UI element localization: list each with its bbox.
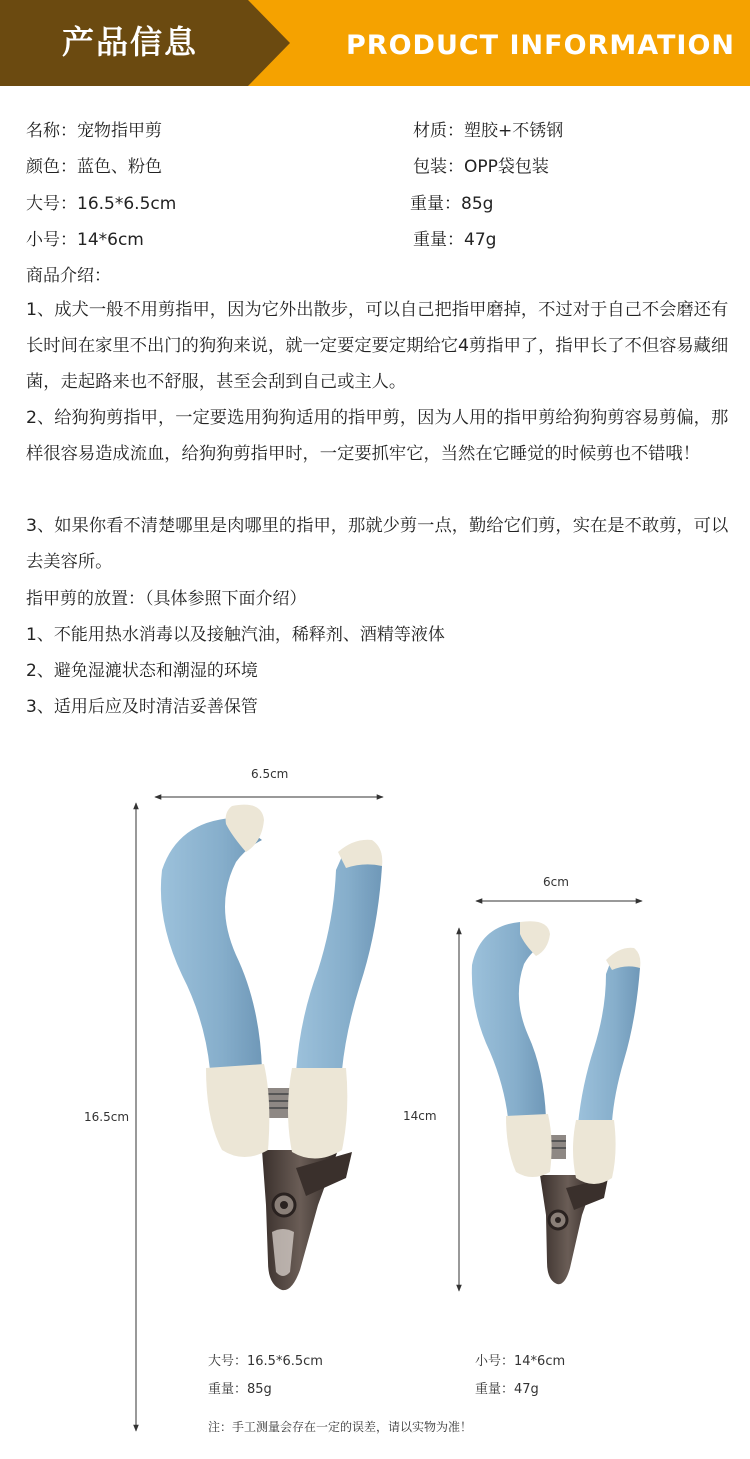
small-caption-size: 小号：14*6cm <box>475 1354 566 1369</box>
intro-paragraph-1: 1、成犬一般不用剪指甲，因为它外出散步，可以自己把指甲磨掉，不过对于自己不会磨还有长时间在家里不出门的狗狗来说，就一定要定要定期给它4剪指甲了，指甲长了不但容易藏细菌，走起路来也不舒服，甚至会刮到自己或主人。 <box>26 300 729 392</box>
spec-name: 名称：宠物指甲剪 <box>26 121 162 141</box>
large-clipper-image <box>161 805 382 1291</box>
small-height-label: 14cm <box>403 1109 437 1123</box>
spec-material: 材质：塑胶+不锈钢 <box>413 121 564 141</box>
header-title-en: PRODUCT INFORMATION <box>346 30 736 61</box>
small-width-label: 6cm <box>543 875 569 889</box>
spec-small-size: 小号：14*6cm <box>26 230 144 250</box>
storage-heading: 指甲剪的放置：（具体参照下面介绍） <box>26 589 307 609</box>
spec-small-weight: 重量：47g <box>413 230 497 250</box>
measurement-note: 注：手工测量会存在一定的误差，请以实物为准！ <box>208 1420 473 1434</box>
large-caption-weight: 重量：85g <box>208 1382 272 1397</box>
large-height-label: 16.5cm <box>84 1110 130 1124</box>
storage-item-3: 3、适用后应及时清洁妥善保管 <box>26 697 258 717</box>
spec-large-weight: 重量：85g <box>410 194 494 214</box>
large-width-label: 6.5cm <box>251 767 289 781</box>
small-caption-weight: 重量：47g <box>475 1382 539 1397</box>
spec-large-size: 大号：16.5*6.5cm <box>26 194 177 214</box>
small-clipper-image <box>472 921 641 1284</box>
storage-item-2: 2、避免湿漉状态和潮湿的环境 <box>26 661 258 681</box>
storage-item-1: 1、不能用热水消毒以及接触汽油，稀释剂、酒精等液体 <box>26 625 445 645</box>
large-caption-size: 大号：16.5*6.5cm <box>208 1354 323 1369</box>
header-title-cn: 产品信息 <box>62 23 199 61</box>
spec-package: 包装：OPP袋包装 <box>413 157 549 177</box>
intro-heading: 商品介绍： <box>26 266 111 286</box>
intro-paragraph-3: 3、如果你看不清楚哪里是肉哪里的指甲，那就少剪一点，勤给它们剪，实在是不敢剪，可以去美容所。 <box>26 516 729 572</box>
intro-paragraph-2: 2、给狗狗剪指甲，一定要选用狗狗适用的指甲剪，因为人用的指甲剪给狗狗剪容易剪偏，那样很容易造成流血，给狗狗剪指甲时，一定要抓牢它，当然在它睡觉的时候剪也不错哦！ <box>26 408 729 464</box>
spec-color: 颜色：蓝色、粉色 <box>26 157 162 177</box>
